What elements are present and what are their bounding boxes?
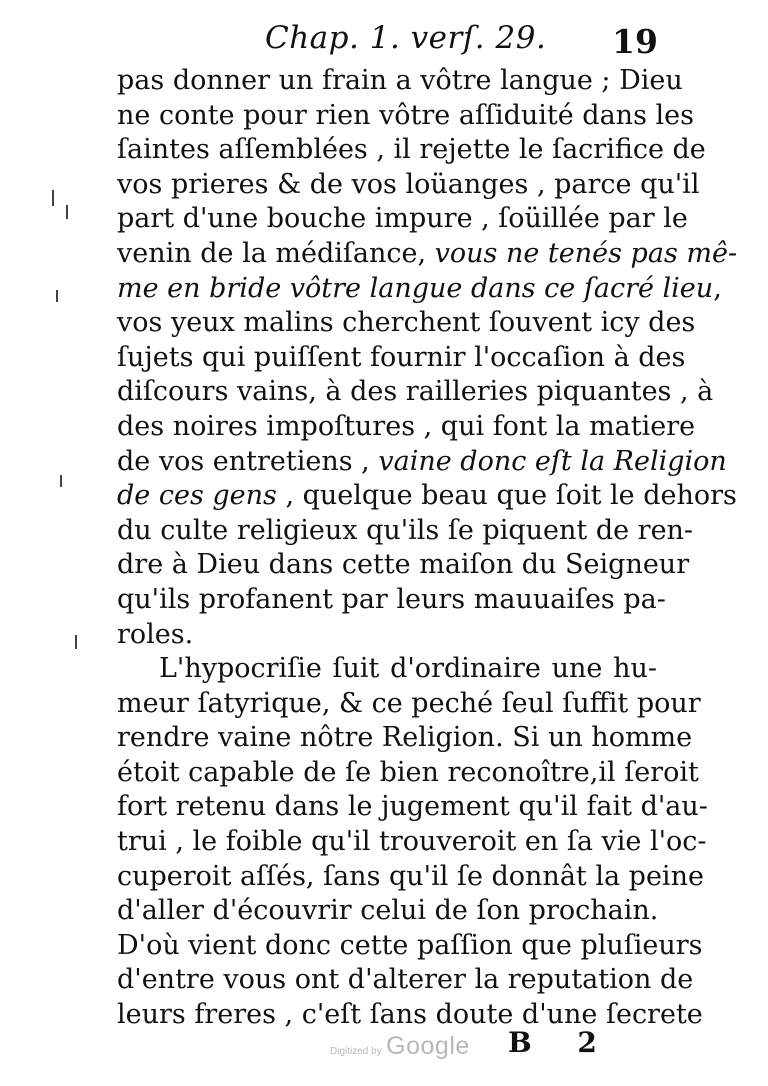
italic-text-run: de ces gens (117, 480, 277, 512)
text-line (117, 479, 737, 514)
margin-mark (56, 290, 58, 302)
text-run: qu'ils profanent par leurs mauuaiſes pa- (117, 583, 666, 615)
text-run: de vos entretiens , (117, 445, 379, 477)
google-logo: Google (386, 1032, 470, 1060)
text-run: trui , le foible qu'il trouveroit en ſa vie l'oc- (117, 826, 707, 858)
text-line (117, 825, 707, 860)
text-line (117, 652, 657, 687)
text-run: dre à Dieu dans cette maiſon du Seigneur (117, 549, 690, 581)
page-number: 19 (612, 22, 658, 61)
margin-mark (66, 205, 68, 219)
italic-text-run: me en bride vôtre langue dans ce ſacré lieu (117, 272, 714, 304)
watermark-prefix: Digitized by (330, 1046, 382, 1057)
text-line (117, 375, 714, 410)
text-run: des noires impoſtures , qui font la matiere (117, 410, 696, 442)
text-run: roles. (117, 618, 194, 650)
text-run: d'entre vous ont d'alterer la reputation de (117, 964, 694, 996)
running-head: Chap. 1. verſ. 29. (265, 20, 547, 56)
text-line (117, 237, 738, 272)
text-line (117, 963, 694, 998)
text-line (117, 168, 700, 203)
text-run: d'aller d'écouvrir celui de ſon prochain. (117, 895, 659, 927)
text-run: ne conte pour rien vôtre aſſiduité dans les (117, 99, 694, 131)
text-run: du culte religieux qu'ils ſe piquent de ren- (117, 514, 694, 546)
text-line (117, 583, 666, 618)
text-line (117, 341, 686, 376)
margin-mark (60, 475, 62, 487)
text-run: venin de la médiſance, (117, 237, 435, 269)
body-text (117, 64, 738, 1033)
text-run: étoit capable de ſe bien reconoître,il ſeroit (117, 756, 699, 788)
text-run: meur ſatyrique, & ce peché ſeul ſuffit pour (117, 687, 701, 719)
page-header (0, 18, 768, 68)
margin-mark (52, 190, 54, 206)
italic-text-run: vous ne tenés pas mê- (434, 237, 738, 269)
text-line (117, 445, 727, 480)
text-run: vos yeux malins cherchent ſouvent icy des (117, 307, 696, 339)
text-line (117, 99, 694, 134)
text-line (117, 721, 693, 756)
text-run: ſaintes aſſemblées , il rejette le ſacrifice de (117, 134, 706, 166)
text-line (117, 202, 688, 237)
page-footer (0, 1022, 768, 1072)
text-run: rendre vaine nôtre Religion. Si un homme (117, 722, 693, 754)
text-run: part d'une bouche impure , ſoüillée par le (117, 203, 688, 235)
text-line (117, 272, 722, 307)
text-line (117, 860, 704, 895)
text-run: vos prieres & de vos loüanges , parce qu'il (117, 168, 700, 200)
text-run: , (713, 272, 722, 304)
italic-text-run: vaine donc eſt la Religion (378, 445, 727, 477)
text-line (117, 133, 706, 168)
text-run: L'hypocriſie ſuit d'ordinaire une hu- (159, 653, 657, 685)
text-line (117, 514, 694, 549)
text-run: fort retenu dans le jugement qu'il fait d'au- (117, 791, 708, 823)
text-run: leurs freres , c'eſt ſans doute d'une ſecrete (117, 999, 703, 1031)
text-line (117, 410, 696, 445)
text-line (117, 618, 657, 653)
text-run: pas donner un frain a vôtre langue ; Dieu (117, 65, 683, 96)
text-line (117, 548, 690, 583)
margin-mark (75, 635, 77, 649)
text-line (117, 687, 701, 722)
text-line (117, 306, 696, 341)
text-line (117, 894, 657, 929)
text-run: diſcours vains, à des railleries piquantes , à (117, 376, 714, 408)
text-line (117, 756, 699, 791)
digitized-watermark (330, 1032, 470, 1061)
text-run: D'où vient donc cette paſſion que pluſieurs (117, 929, 703, 961)
text-line (117, 64, 683, 99)
text-line (117, 790, 708, 825)
text-line (117, 929, 703, 964)
text-run: cuperoit aſſés, ſans qu'il ſe donnât la peine (117, 860, 704, 892)
signature-mark: B 2 (508, 1026, 615, 1059)
text-run: ſujets qui puiſſent fournir l'occaſion à des (117, 341, 686, 373)
text-run: , quelque beau que ſoit le dehors (276, 480, 737, 512)
